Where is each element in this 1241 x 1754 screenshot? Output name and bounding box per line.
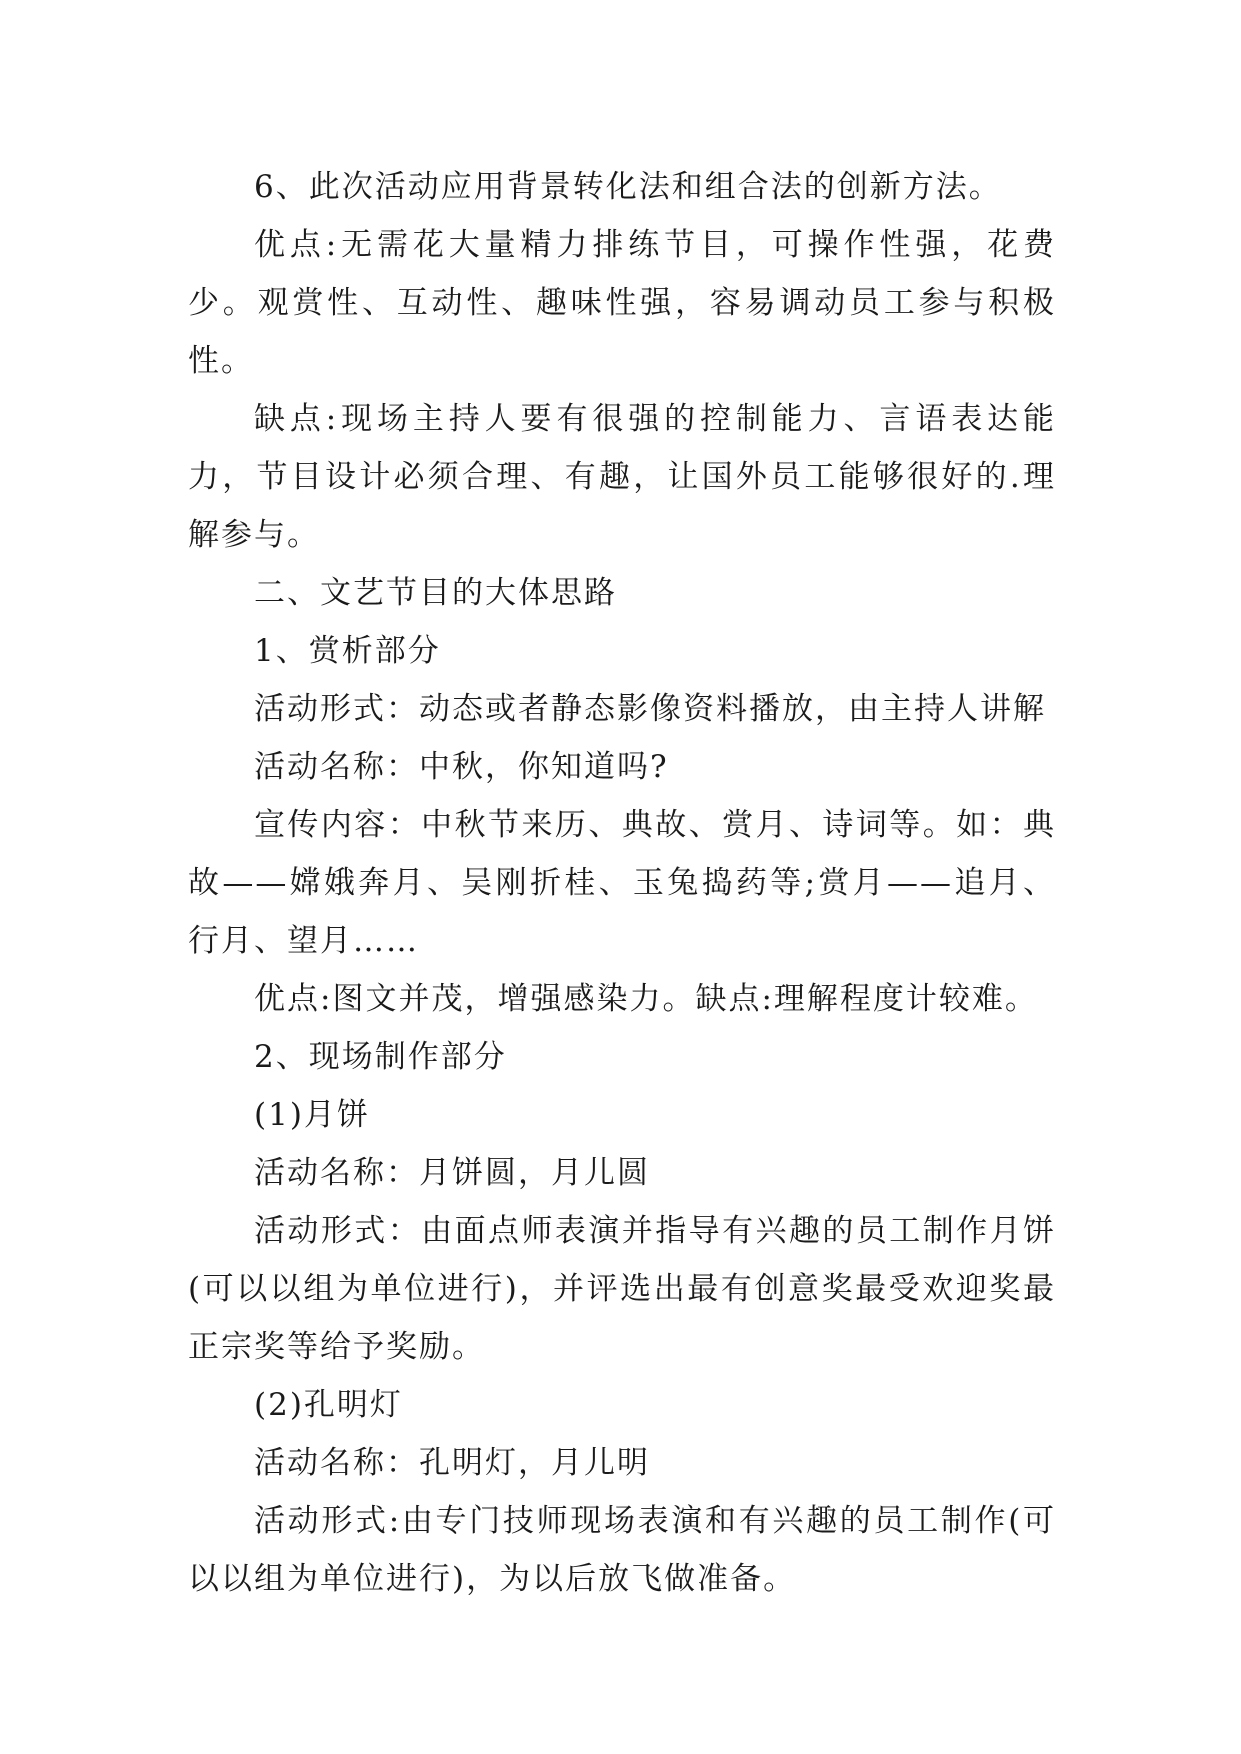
paragraph-activity-name-mooncake: 活动名称：月饼圆，月儿圆 [254,1155,650,1191]
paragraph-activity-form-mooncake: 活动形式：由面点师表演并指导有兴趣的员工制作月饼(可以以组为单位进行)，并评选出最有创意奖最受欢迎奖最正宗奖等给予奖励。 [188,1213,1056,1365]
paragraph-activity-form-lantern: 活动形式:由专门技师现场表演和有兴趣的员工制作(可以以组为单位进行)，为以后放飞做准备。 [188,1503,1056,1597]
paragraph-advantages: 优点:无需花大量精力排练节目，可操作性强，花费少。观赏性、互动性、趣味性强，容易调动员工参与积极性。 [188,227,1056,379]
paragraph-promo-content: 宣传内容：中秋节来历、典故、赏月、诗词等。如：典故——嫦娥奔月、吴刚折桂、玉兔捣药等;赏月——追月、行月、望月…… [188,807,1056,959]
subheading-onsite-making: 2、现场制作部分 [254,1039,507,1075]
paragraph-pros-cons: 优点:图文并茂，增强感染力。缺点:理解程度计较难。 [254,981,1038,1017]
section-heading-program-ideas: 二、文艺节目的大体思路 [254,575,617,611]
subheading-appreciation: 1、赏析部分 [254,633,441,669]
paragraph-disadvantages: 缺点:现场主持人要有很强的控制能力、言语表达能力，节目设计必须合理、有趣，让国外员工能够很好的.理解参与。 [188,401,1056,553]
paragraph-activity-form-1: 活动形式：动态或者静态影像资料播放，由主持人讲解 [254,691,1046,727]
item-mooncake: (1)月饼 [254,1097,370,1133]
paragraph-activity-name-lantern: 活动名称：孔明灯，月儿明 [254,1445,650,1481]
paragraph-innovation-method: 6、此次活动应用背景转化法和组合法的创新方法。 [254,169,1002,205]
item-kongming-lantern: (2)孔明灯 [254,1387,403,1423]
paragraph-activity-name-1: 活动名称：中秋，你知道吗? [254,749,669,785]
document-body [188,158,1056,1608]
